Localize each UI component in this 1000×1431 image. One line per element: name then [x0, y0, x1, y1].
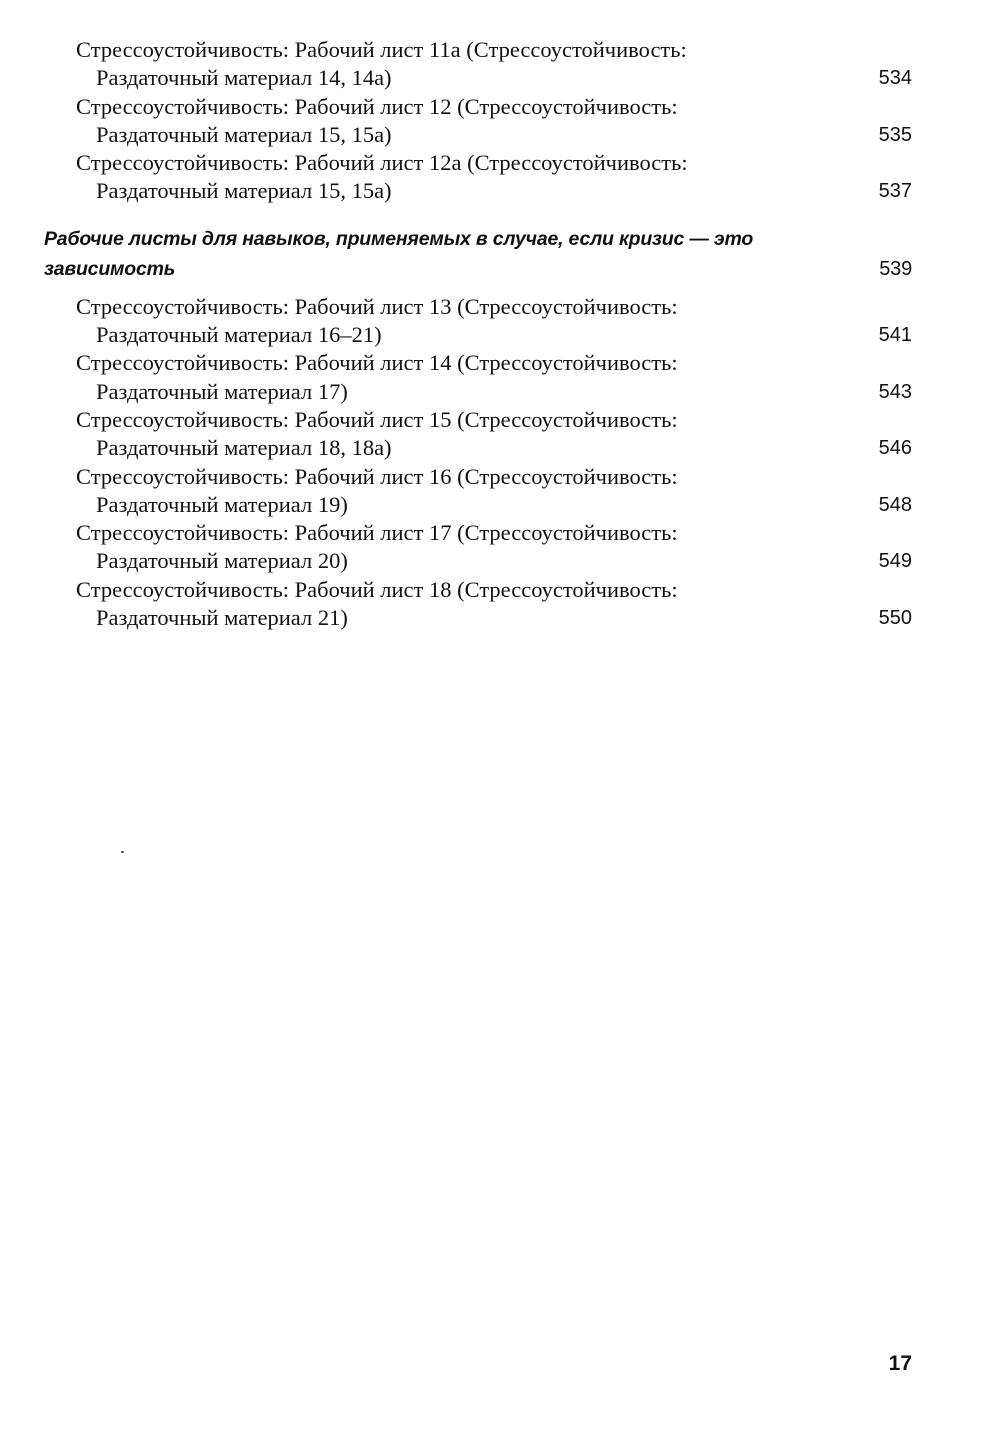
toc-entry-title: Стрессоустойчивость: Рабочий лист 11а (Стрессоустойчивость: — [76, 37, 687, 62]
section-page-number: 539 — [879, 257, 912, 280]
toc-entry-title-continued: Раздаточный материал 17) — [96, 378, 348, 404]
toc-entry-title: Стрессоустойчивость: Рабочий лист 12а (Стрессоустойчивость: — [76, 150, 688, 176]
toc-entry-page-number: 546 — [878, 437, 912, 460]
print-speck — [121, 851, 124, 853]
toc-entry-page-number: 537 — [878, 180, 912, 203]
toc-entry-page-number: 541 — [878, 324, 912, 347]
toc-entry-page-number: 543 — [878, 380, 912, 403]
toc-entry-title-continued: Раздаточный материал 15, 15а) — [96, 178, 392, 204]
toc-entry-title-continued: Раздаточный материал 16–21) — [96, 322, 382, 348]
toc-entry-title-continued: Раздаточный материал 15, 15а) — [96, 121, 392, 147]
toc-entry-title-continued: Раздаточный материал 21) — [96, 605, 348, 631]
toc-entry — [44, 149, 912, 206]
toc-entry-title: Стрессоустойчивость: Рабочий лист 12 (Стрессоустойчивость: — [76, 93, 678, 119]
page-number: 17 — [888, 1352, 912, 1375]
toc-entry — [44, 519, 912, 576]
toc-entry-title-continued: Раздаточный материал 18, 18а) — [96, 435, 392, 461]
section-heading-title-continued: зависимость — [44, 257, 176, 280]
toc-entry — [44, 406, 912, 463]
toc-entry-page-number: 534 — [878, 67, 912, 90]
toc-entry-page-number: 550 — [878, 607, 912, 630]
toc-entry-title: Стрессоустойчивость: Рабочий лист 14 (Стрессоустойчивость: — [76, 350, 678, 376]
toc-entry-title-continued: Раздаточный материал 14, 14а) — [96, 65, 392, 91]
toc-entry-title: Стрессоустойчивость: Рабочий лист 17 (Стрессоустойчивость: — [76, 520, 678, 546]
toc-entry-title: Стрессоустойчивость: Рабочий лист 13 (Стрессоустойчивость: — [76, 293, 678, 319]
toc-section-heading — [44, 224, 912, 284]
toc-entry-page-number: 548 — [878, 493, 912, 516]
toc-entry-title: Стрессоустойчивость: Рабочий лист 18 (Стрессоустойчивость: — [76, 576, 678, 602]
toc-entry — [44, 93, 912, 150]
toc-entry — [44, 349, 912, 406]
toc-entry-title: Стрессоустойчивость: Рабочий лист 16 (Стрессоустойчивость: — [76, 463, 678, 489]
toc-entry — [44, 576, 912, 633]
table-of-contents — [44, 36, 912, 632]
toc-entry-title-continued: Раздаточный материал 19) — [96, 491, 348, 517]
section-heading-title: Рабочие листы для навыков, применяемых в случае, если кризис — это — [44, 227, 754, 250]
toc-entry-page-number: 535 — [878, 123, 912, 146]
toc-entry-page-number: 549 — [878, 550, 912, 573]
toc-entry — [44, 463, 912, 520]
toc-entry — [44, 36, 912, 93]
toc-entry-title-continued: Раздаточный материал 20) — [96, 548, 348, 574]
toc-entry — [44, 293, 912, 350]
toc-entry-title: Стрессоустойчивость: Рабочий лист 15 (Стрессоустойчивость: — [76, 406, 678, 432]
